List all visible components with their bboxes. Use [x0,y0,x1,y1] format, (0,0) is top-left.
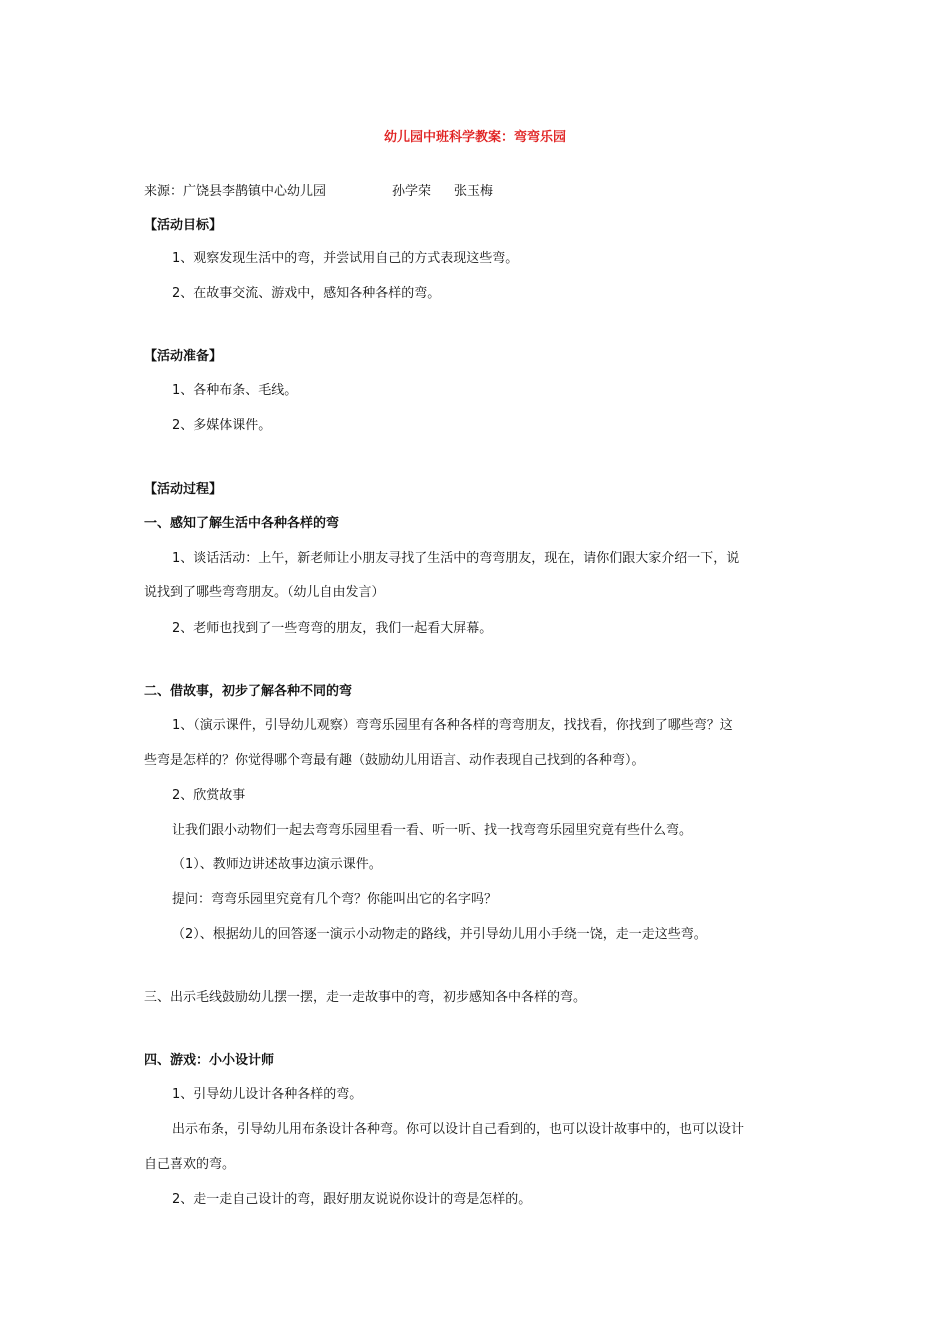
section-heading: 一、感知了解生活中各种各样的弯 [144,516,340,531]
paragraph-line: （1）、教师边讲述故事边演示课件。 [172,857,382,872]
paragraph-line: 些弯是怎样的？你觉得哪个弯最有趣（鼓励幼儿用语言、动作表现自己找到的各种弯）。 [144,753,645,768]
paragraph-line: 提问：弯弯乐园里究竟有几个弯？你能叫出它的名字吗？ [172,892,498,907]
paragraph-line: 出示布条，引导幼儿用布条设计各种弯。你可以设计自己看到的，也可以设计故事中的，也可以设计 [172,1122,745,1137]
section-heading: 四、游戏：小小设计师 [144,1053,275,1068]
paragraph-line: 2、老师也找到了一些弯弯的朋友，我们一起看大屏幕。 [172,621,493,636]
section-heading: 三、出示毛线鼓励幼儿摆一摆，走一走故事中的弯，初步感知各中各样的弯。 [144,990,587,1005]
author-name: 张玉梅 [454,184,494,199]
paragraph-line: 2、走一走自己设计的弯，跟好朋友说说你设计的弯是怎样的。 [172,1192,532,1207]
paragraph-line: 2、欣赏故事 [172,788,246,803]
prep-heading: 【活动准备】 [144,349,223,364]
paragraph-line: 1、谈话活动：上午，新老师让小朋友寻找了生活中的弯弯朋友，现在，请你们跟大家介绍一下，说 [172,551,740,566]
paragraph-line: 让我们跟小动物们一起去弯弯乐园里看一看、听一听、找一找弯弯乐园里究竟有些什么弯。 [172,823,693,838]
process-heading: 【活动过程】 [144,482,223,497]
paragraph-line: 自己喜欢的弯。 [144,1157,236,1172]
author-name: 孙学荣 [392,184,432,199]
prep-item: 2、多媒体课件。 [172,418,272,433]
paragraph-line: 1、引导幼儿设计各种各样的弯。 [172,1087,363,1102]
prep-item: 1、各种布条、毛线。 [172,383,298,398]
goal-item: 2、在故事交流、游戏中，感知各种各样的弯。 [172,286,441,301]
goals-heading: 【活动目标】 [144,218,223,233]
source-line: 来源：广饶县李鹊镇中心幼儿园 [144,184,327,199]
paragraph-line: 说找到了哪些弯弯朋友。（幼儿自由发言） [144,585,385,600]
paragraph-line: （2）、根据幼儿的回答逐一演示小动物走的路线，并引导幼儿用小手绕一饶，走一走这些弯。 [172,927,707,942]
document-title: 幼儿园中班科学教案：弯弯乐园 [383,130,566,145]
goal-item: 1、观察发现生活中的弯，并尝试用自己的方式表现这些弯。 [172,251,519,266]
paragraph-line: 1、（演示课件，引导幼儿观察）弯弯乐园里有各种各样的弯弯朋友，找找看，你找到了哪些弯？这 [172,718,733,733]
section-heading: 二、借故事，初步了解各种不同的弯 [144,684,353,699]
